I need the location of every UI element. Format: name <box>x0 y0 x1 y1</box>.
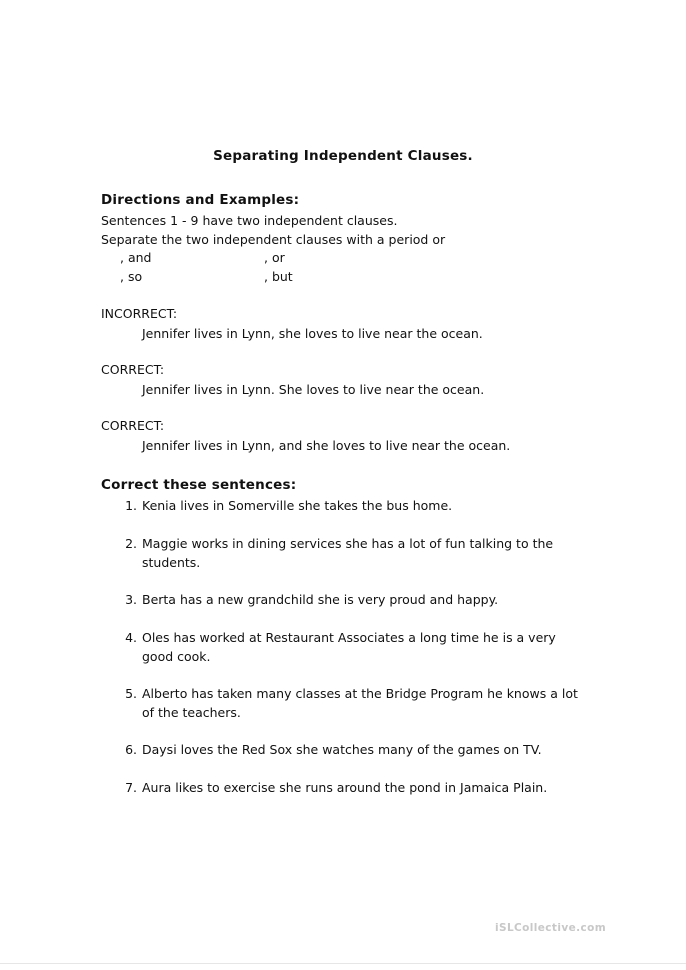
example-label-incorrect: INCORRECT: <box>101 306 178 321</box>
directions-heading: Directions and Examples: <box>101 192 300 208</box>
directions-line-2: Separate the two independent clauses with a period or <box>101 232 446 247</box>
item-text: Aura likes to exercise she runs around the pond in Jamaica Plain. <box>142 780 548 795</box>
item-text: Kenia lives in Somerville she takes the bus home. <box>142 498 453 513</box>
example-sentence-correct-1: Jennifer lives in Lynn. She loves to live near the ocean. <box>142 382 485 397</box>
item-text: Daysi loves the Red Sox she watches many of the games on TV. <box>142 742 542 757</box>
conjunction-and: , and <box>120 250 152 265</box>
example-sentence-correct-2: Jennifer lives in Lynn, and she loves to live near the ocean. <box>142 438 511 453</box>
item-number: 7. <box>125 780 137 795</box>
example-label-correct-2: CORRECT: <box>101 418 165 433</box>
item-number: 3. <box>125 592 137 607</box>
item-number: 4. <box>125 630 137 645</box>
example-label-correct-1: CORRECT: <box>101 362 165 377</box>
item-number: 1. <box>125 498 137 513</box>
item-text: Oles has worked at Restaurant Associates a long time he is a very good cook. <box>142 630 556 664</box>
item-number: 6. <box>125 742 137 757</box>
example-sentence-incorrect: Jennifer lives in Lynn, she loves to live near the ocean. <box>142 326 483 341</box>
directions-line-1: Sentences 1 - 9 have two independent clauses. <box>101 213 398 228</box>
item-text: Berta has a new grandchild she is very proud and happy. <box>142 592 499 607</box>
page-title: Separating Independent Clauses. <box>213 148 473 164</box>
conjunction-but: , but <box>264 269 293 284</box>
item-text: Alberto has taken many classes at the Bridge Program he knows a lot of the teachers. <box>142 686 578 720</box>
site-watermark: iSLCollective.com <box>495 922 607 934</box>
item-number: 5. <box>125 686 137 701</box>
item-number: 2. <box>125 536 137 551</box>
conjunction-so: , so <box>120 269 143 284</box>
conjunction-or: , or <box>264 250 285 265</box>
page-edge-divider <box>0 963 686 964</box>
item-text: Maggie works in dining services she has a lot of fun talking to the students. <box>142 536 554 570</box>
exercise-heading: Correct these sentences: <box>101 477 297 493</box>
